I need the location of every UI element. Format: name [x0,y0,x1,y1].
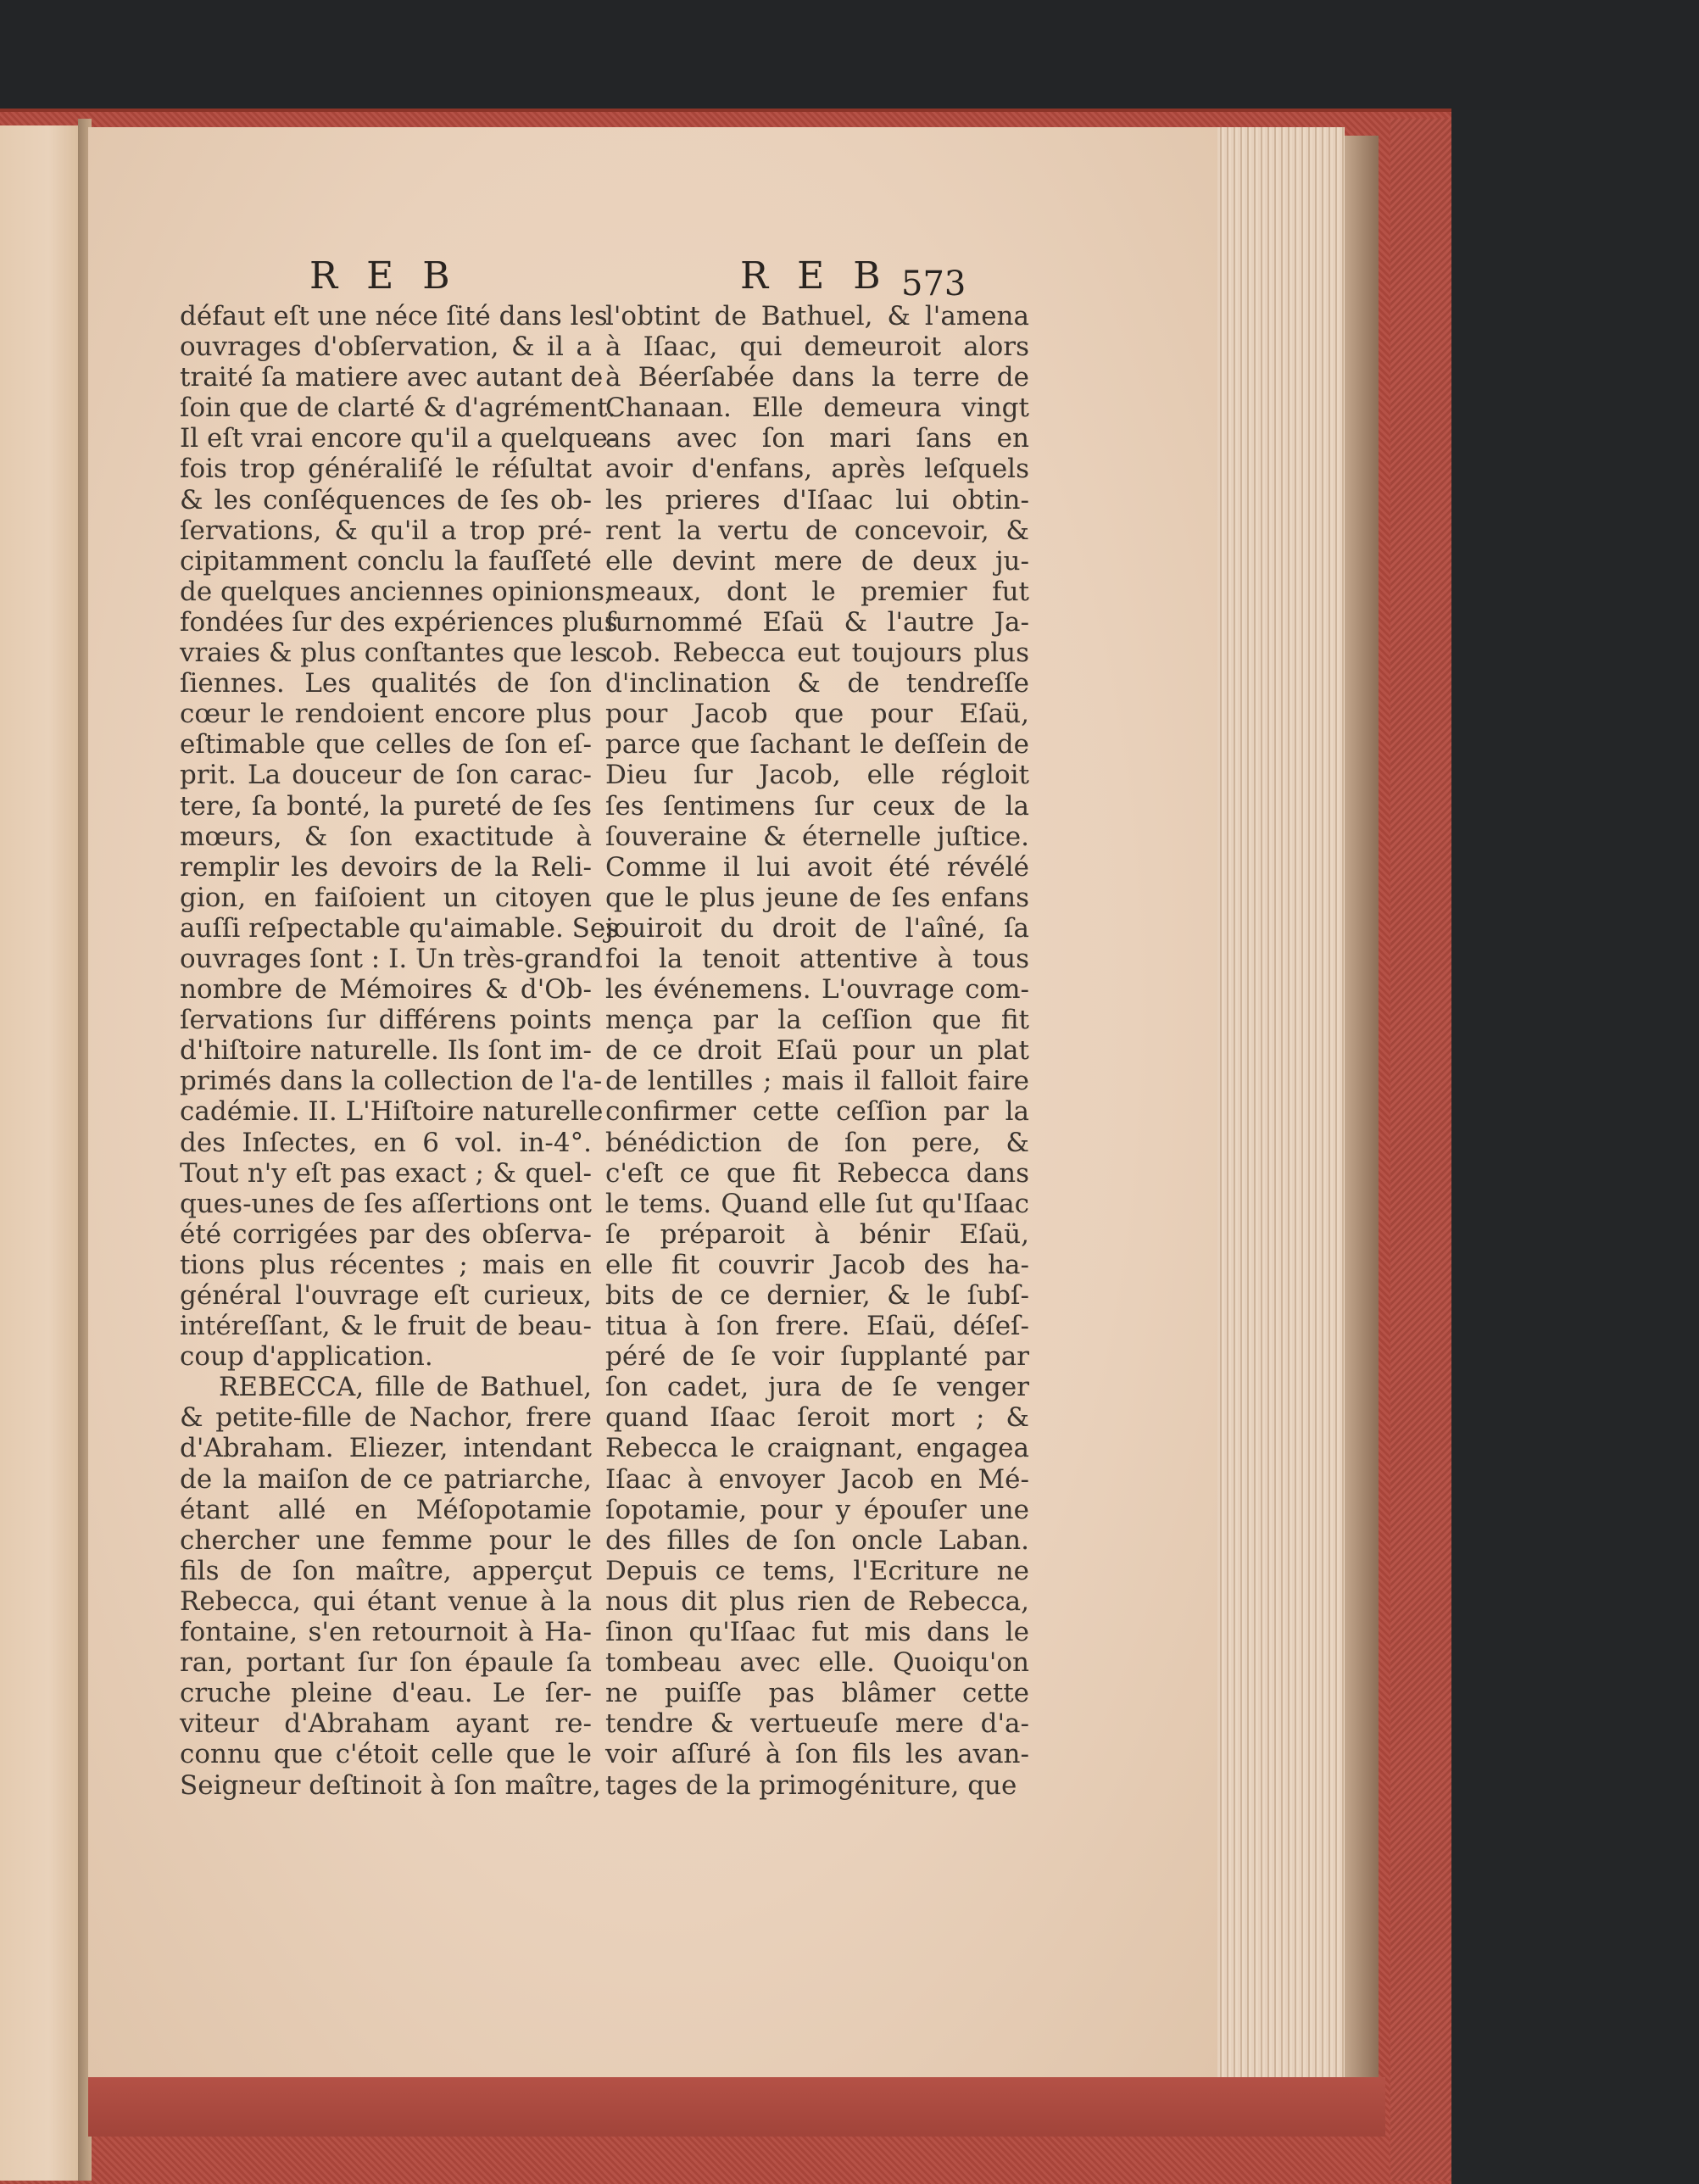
text-line: étant allé en Méſopotamie [180,1494,592,1525]
text-line: prit. La douceur de ſon carac- [180,760,592,791]
text-line: primés dans la collection de l'a- [180,1066,603,1097]
text-line: Seigneur deſtinoit à ſon maître, [180,1769,601,1801]
text-line: tages de la primogéniture, que [605,1769,1017,1801]
text-line: intéreſſant, & le fruit de beau- [180,1311,592,1342]
text-line: elle devint mere de deux ju- [605,545,1029,577]
text-line: ſiennes. Les qualités de ſon [180,668,592,699]
running-head-right: R E B [740,254,889,298]
text-line: parce que ſachant le deſſein de [605,729,1029,760]
text-line: meaux, dont le premier fut [605,576,1029,607]
text-line: bénédiction de ſon pere, & [605,1127,1029,1158]
text-line: l'obtint de Bathuel, & l'amena [605,301,1029,332]
text-line: ran, portant ſur ſon épaule ſa [180,1647,592,1679]
text-line: ſervations, & qu'il a trop pré- [180,515,592,546]
text-line: quand Iſaac ſeroit mort ; & [605,1402,1029,1434]
text-line: ſinon qu'Iſaac fut mis dans le [605,1617,1029,1648]
text-line: confirmer cette ceſſion par la [605,1096,1029,1128]
text-line: eſtimable que celles de ſon eſ- [180,729,592,760]
text-line: nous dit plus rien de Rebecca, [605,1585,1029,1617]
text-line: à Iſaac, qui demeuroit alors [605,332,1029,363]
text-line: & les conſéquences de ſes ob- [180,484,592,515]
text-line: ſurnommé Eſaü & l'autre Ja- [605,606,1029,638]
text-line: remplir les devoirs de la Reli- [180,851,592,883]
text-line: les événemens. L'ouvrage com- [605,974,1029,1006]
text-line: d'hiſtoire naturelle. Ils ſont im- [180,1035,592,1067]
page-block-shadow [1345,136,1379,2077]
text-line: & petite-fille de Nachor, frere [180,1402,592,1434]
text-line: ſouveraine & éternelle juſtice. [605,821,1029,852]
text-line: fondées ſur des expériences plus [180,606,618,638]
text-line: vraies & plus conſtantes que les [180,638,608,669]
text-line: auſſi reſpectable qu'aimable. Ses [180,912,620,944]
text-line: été corrigées par des obſerva- [180,1218,592,1250]
text-line: ſervations ſur différens points [180,1005,592,1036]
text-line: Chanaan. Elle demeura vingt [605,393,1029,424]
text-line: Dieu ſur Jacob, elle régloit [605,760,1029,791]
text-line: mœurs, & ſon exactitude à [180,821,592,852]
text-line: fois trop généraliſé le réſultat [180,454,592,485]
text-line: voir aſſuré à ſon fils les avan- [605,1739,1029,1770]
text-column-left [180,301,620,1801]
text-line: ſes ſentimens ſur ceux de la [605,790,1029,822]
text-line: cadémie. II. L'Hiſtoire naturelle [180,1096,604,1128]
text-line: des Inſectes, en 6 vol. in-4°. [180,1127,592,1158]
text-line: fontaine, s'en retournoit à Ha- [180,1617,592,1648]
text-line: elle fit couvrir Jacob des ha- [605,1249,1029,1280]
text-line: viteur d'Abraham ayant re- [180,1708,592,1740]
text-line: tendre & vertueuſe mere d'a- [605,1708,1029,1740]
text-line: titua à ſon frere. Eſaü, déſeſ- [605,1311,1029,1342]
text-line: à Béerſabée dans la terre de [605,362,1029,393]
text-line: Rebecca, qui étant venue à la [180,1585,592,1617]
text-line: ans avec ſon mari ſans en [605,423,1029,454]
text-line: des filles de ſon oncle Laban. [605,1524,1029,1556]
text-line: cob. Rebecca eut toujours plus [605,638,1029,669]
text-line: de ce droit Eſaü pour un plat [605,1035,1029,1067]
text-line: le tems. Quand elle ſut qu'Iſaac [605,1188,1029,1219]
text-line: Tout n'y eſt pas exact ; & quel- [180,1157,592,1189]
text-line: tombeau avec elle. Quoiqu'on [605,1647,1029,1679]
book-cover-bottom [88,2077,1385,2137]
text-line: gion, en faiſoient un citoyen [180,882,592,913]
page-block-edges [1217,127,1345,2077]
text-line: ouvrages ſont : I. Un très-grand [180,943,603,974]
running-head-left: R E B [309,254,459,298]
text-line: défaut eſt une néce ſité dans les [180,301,608,332]
text-line: pour Jacob que pour Eſaü, [605,699,1029,730]
text-line: de la maiſon de ce patriarche, [180,1463,592,1495]
text-line: coup d'application. [180,1341,433,1373]
text-line: mença par la ceſſion que fit [605,1005,1029,1036]
text-line: foi la tenoit attentive à tous [605,943,1029,974]
text-line: ſon cadet, jura de ſe venger [605,1372,1029,1403]
text-line: péré de ſe voir ſupplanté par [605,1341,1029,1373]
text-line: général l'ouvrage eſt curieux, [180,1280,592,1311]
text-line: c'eſt ce que fit Rebecca dans [605,1157,1029,1189]
text-line: ſoin que de clarté & d'agrément. [180,393,616,424]
text-line: cœur le rendoient encore plus [180,699,592,730]
text-line: les prieres d'Iſaac lui obtin- [605,484,1029,515]
text-line: Rebecca le craignant, engagea [605,1433,1029,1464]
text-line: Il eſt vrai encore qu'il a quelque- [180,423,617,454]
text-line: jouiroit du droit de l'aîné, ſa [605,912,1029,944]
text-line: d'Abraham. Eliezer, intendant [180,1433,592,1464]
book-cover-edge [1390,119,1451,2181]
facing-page-edge [0,125,81,2181]
text-line: avoir d'enfans, après leſquels [605,454,1029,485]
text-line: Iſaac à envoyer Jacob en Mé- [605,1463,1029,1495]
page-number: 573 [901,265,966,304]
text-line: ſe préparoit à bénir Eſaü, [605,1218,1029,1250]
text-line: cruche pleine d'eau. Le ſer- [180,1678,592,1709]
text-line: ſopotamie, pour y épouſer une [605,1494,1029,1525]
text-line: chercher une femme pour le [180,1524,592,1556]
text-line: traité ſa matiere avec autant de [180,362,604,393]
background-top [0,0,1699,110]
text-line: Comme il lui avoit été révélé [605,851,1029,883]
text-column-right [605,301,1029,1801]
text-line: ne puiſſe pas blâmer cette [605,1678,1029,1709]
text-line: tere, ſa bonté, la pureté de ſes [180,790,592,822]
text-line: ouvrages d'obſervation, & il a [180,332,592,363]
text-line: de quelques anciennes opinions, [180,576,613,607]
text-line: que le plus jeune de ſes enfans [605,882,1029,913]
text-line: d'inclination & de tendreſſe [605,668,1029,699]
text-line: fils de ſon maître, apperçut [180,1555,592,1586]
text-line: rent la vertu de concevoir, & [605,515,1029,546]
text-line: de lentilles ; mais il falloit faire [605,1066,1029,1097]
text-line: connu que c'étoit celle que le [180,1739,592,1770]
text-line: ques-unes de ſes aſſertions ont [180,1188,592,1219]
text-line: Depuis ce tems, l'Ecriture ne [605,1555,1029,1586]
text-line: nombre de Mémoires & d'Ob- [180,974,592,1006]
text-line: tions plus récentes ; mais en [180,1249,592,1280]
text-line: REBECCA, fille de Bathuel, [219,1372,592,1403]
text-line: cipitamment conclu la fauſſeté [180,545,592,577]
text-line: bits de ce dernier, & le ſubſ- [605,1280,1029,1311]
